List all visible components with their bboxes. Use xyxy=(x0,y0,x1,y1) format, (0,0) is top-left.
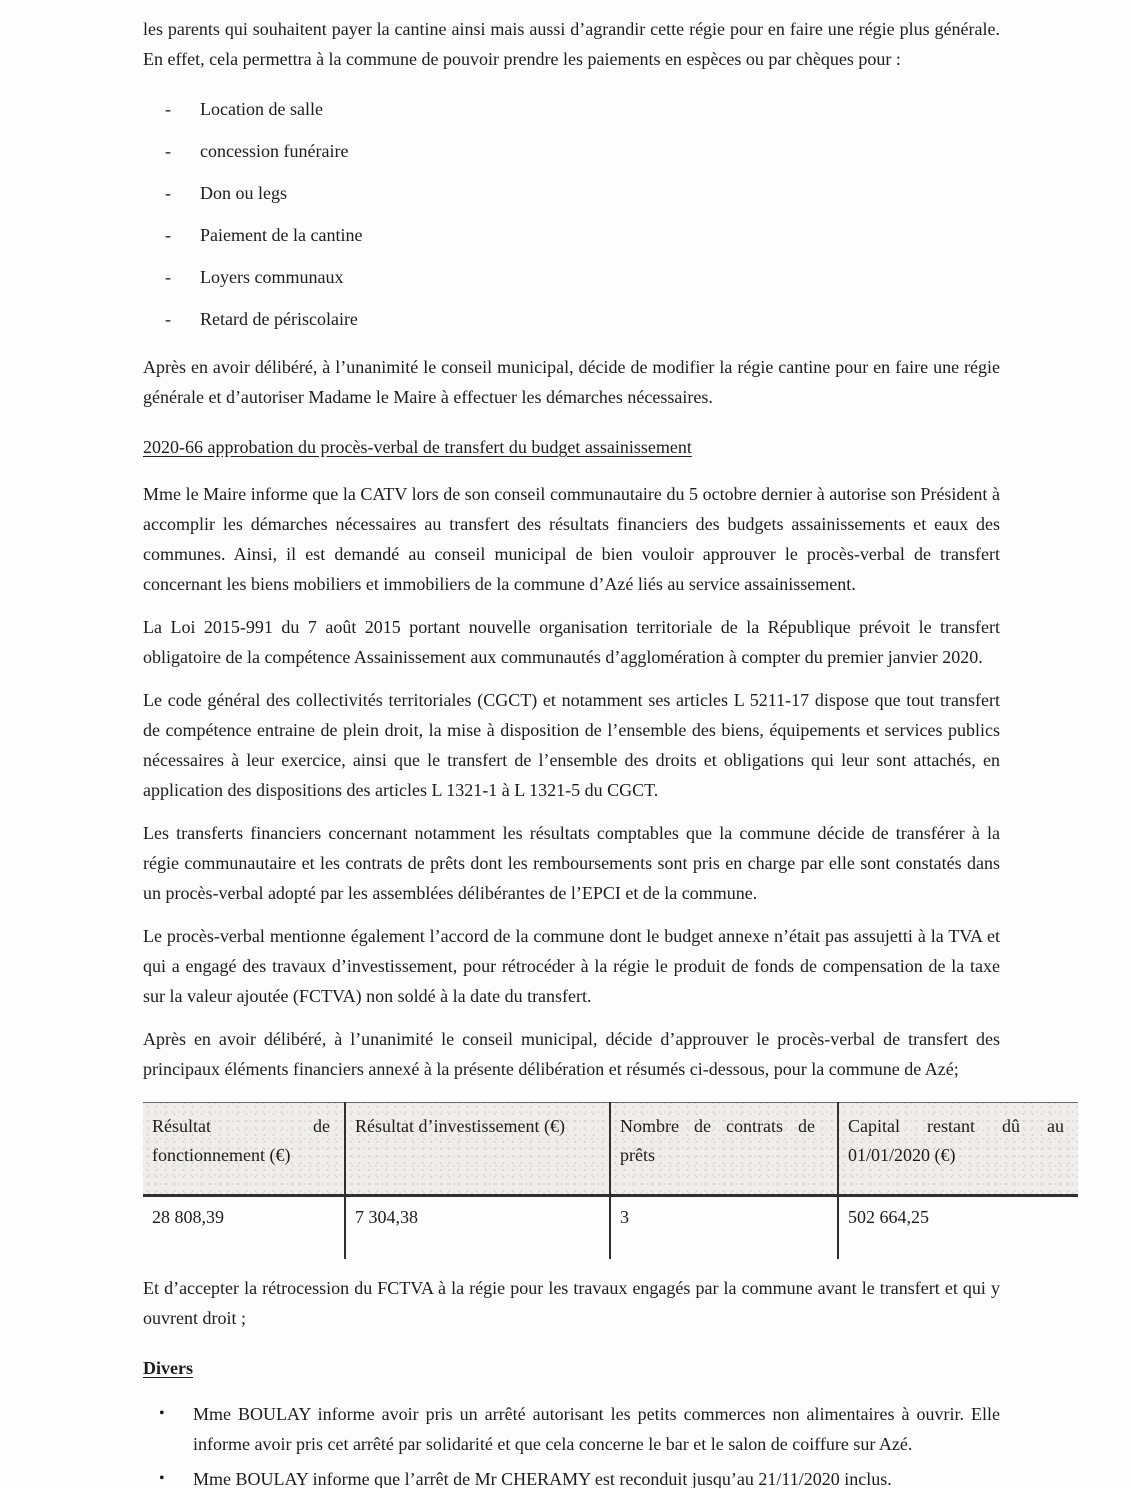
divers-heading: Divers xyxy=(143,1358,193,1378)
intro-paragraph: les parents qui souhaitent payer la cantine ainsi mais aussi d’agrandir cette régie pour en faire une régie plus générale. En effet, cela permettra à la commune de pouvoir prendre les paiements en espèces ou par chèques pour : xyxy=(143,19,1000,69)
payment-types-list xyxy=(143,94,1000,334)
dash-marker: - xyxy=(165,309,171,329)
cantine-deliberation-paragraph: Après en avoir délibéré, à l’unanimité le conseil municipal, décide de modifier la régie cantine pour en faire une régie générale et d’autoriser Madame le Maire à effectuer les démarches nécessaires. xyxy=(143,357,1000,407)
header-resultat-investissement: Résultat d’investissement (€) xyxy=(345,1103,610,1196)
dash-marker: - xyxy=(165,99,171,119)
dash-marker: - xyxy=(165,267,171,287)
list-item-label: Paiement de la cantine xyxy=(200,225,363,245)
list-item xyxy=(143,1464,1000,1488)
table-value-row xyxy=(143,1196,1078,1260)
dash-marker: - xyxy=(165,141,171,161)
list-item xyxy=(143,1399,1000,1459)
divers-list xyxy=(143,1399,1000,1488)
dash-marker: - xyxy=(165,183,171,203)
list-item xyxy=(143,304,1000,334)
catv-transfer-paragraph: Mme le Maire informe que la CATV lors de son conseil communautaire du 5 octobre dernier à autorise son Président à accomplir les démarches nécessaires au transfert des résultats financiers des budgets assainissements et eaux des communes. Ainsi, il est demandé au conseil municipal de bien vouloir approuver le procès-verbal de transfert concernant les biens mobiliers et immobiliers de la commune d’Azé liés au service assainissement. xyxy=(143,484,1000,594)
value-capital-restant-du: 502 664,25 xyxy=(838,1196,1078,1260)
list-item xyxy=(143,136,1000,166)
header-capital-restant-du: Capital restant dû au 01/01/2020 (€) xyxy=(838,1103,1078,1196)
divers-item-text: Mme BOULAY informe avoir pris un arrêté autorisant les petits commerces non alimentaires à ouvrir. Elle informe avoir pris cet arrêté par solidarité et que cela concerne le bar et le salon de coiffure sur Azé. xyxy=(193,1404,1000,1454)
table-header-row xyxy=(143,1103,1078,1196)
header-resultat-fonctionnement: Résultat de fonctionnement (€) xyxy=(143,1103,345,1196)
value-resultat-fonctionnement: 28 808,39 xyxy=(152,1207,224,1227)
loi-2015-991-paragraph: La Loi 2015-991 du 7 août 2015 portant nouvelle organisation territoriale de la République prévoit le transfert obligatoire de la compétence Assainissement aux communautés d’agglomération à compter du premier janvier 2020. xyxy=(143,617,1000,667)
bullet-marker: • xyxy=(159,1405,165,1422)
transfer-summary-table xyxy=(143,1102,1078,1259)
list-item-label: Loyers communaux xyxy=(200,267,344,287)
list-item xyxy=(143,94,1000,124)
value-resultat-investissement: 7 304,38 xyxy=(345,1196,610,1260)
approbation-deliberation-paragraph: Après en avoir délibéré, à l’unanimité le conseil municipal, décide d’approuver le procès-verbal de transfert des principaux éléments financiers annexé à la présente délibération et résumés ci-dessous, pour la commune de Azé; xyxy=(143,1029,1000,1079)
list-item xyxy=(143,220,1000,250)
fctva-retrocession-paragraph: Et d’accepter la rétrocession du FCTVA à la régie pour les travaux engagés par la commune avant le transfert et qui y ouvrent droit ; xyxy=(143,1278,1000,1328)
list-item xyxy=(143,262,1000,292)
list-item-label: concession funéraire xyxy=(200,141,349,161)
list-item-label: Don ou legs xyxy=(200,183,287,203)
value-nombre-contrats-prets: 3 xyxy=(610,1196,838,1260)
transferts-financiers-paragraph: Les transferts financiers concernant notamment les résultats comptables que la commune décide de transférer à la régie communautaire et les contrats de prêts dont les remboursements sont pris en charge par elle sont constatés dans un procès-verbal adopté par les assemblées délibérantes de l’EPCI et de la commune. xyxy=(143,823,1000,903)
cgct-paragraph: Le code général des collectivités territoriales (CGCT) et notamment ses articles L 5211-17 dispose que tout transfert de compétence entraine de plein droit, la mise à disposition de l’ensemble des biens, équipements et services publics nécessaires à leur exercice, ainsi que le transfert de l’ensemble des droits et obligations qui leur sont attachés, en application des dispositions des articles L 1321-1 à L 1321-5 du CGCT. xyxy=(143,690,1000,800)
divers-item-text: Mme BOULAY informe que l’arrêt de Mr CHERAMY est reconduit jusqu’au 21/11/2020 inclus. xyxy=(193,1469,892,1488)
list-item-label: Location de salle xyxy=(200,99,323,119)
list-item xyxy=(143,178,1000,208)
dash-marker: - xyxy=(165,225,171,245)
section-heading-2020-66: 2020-66 approbation du procès-verbal de transfert du budget assainissement xyxy=(143,437,692,457)
proces-verbal-fctva-paragraph: Le procès-verbal mentionne également l’accord de la commune dont le budget annexe n’était pas assujetti à la TVA et qui a engagé des travaux d’investissement, pour rétrocéder à la régie le produit de fonds de compensation de la taxe sur la valeur ajoutée (FCTVA) non soldé à la date du transfert. xyxy=(143,926,1000,1006)
bullet-marker: • xyxy=(159,1470,165,1487)
header-nombre-contrats-prets: Nombre de contrats de prêts xyxy=(610,1103,838,1196)
list-item-label: Retard de périscolaire xyxy=(200,309,358,329)
